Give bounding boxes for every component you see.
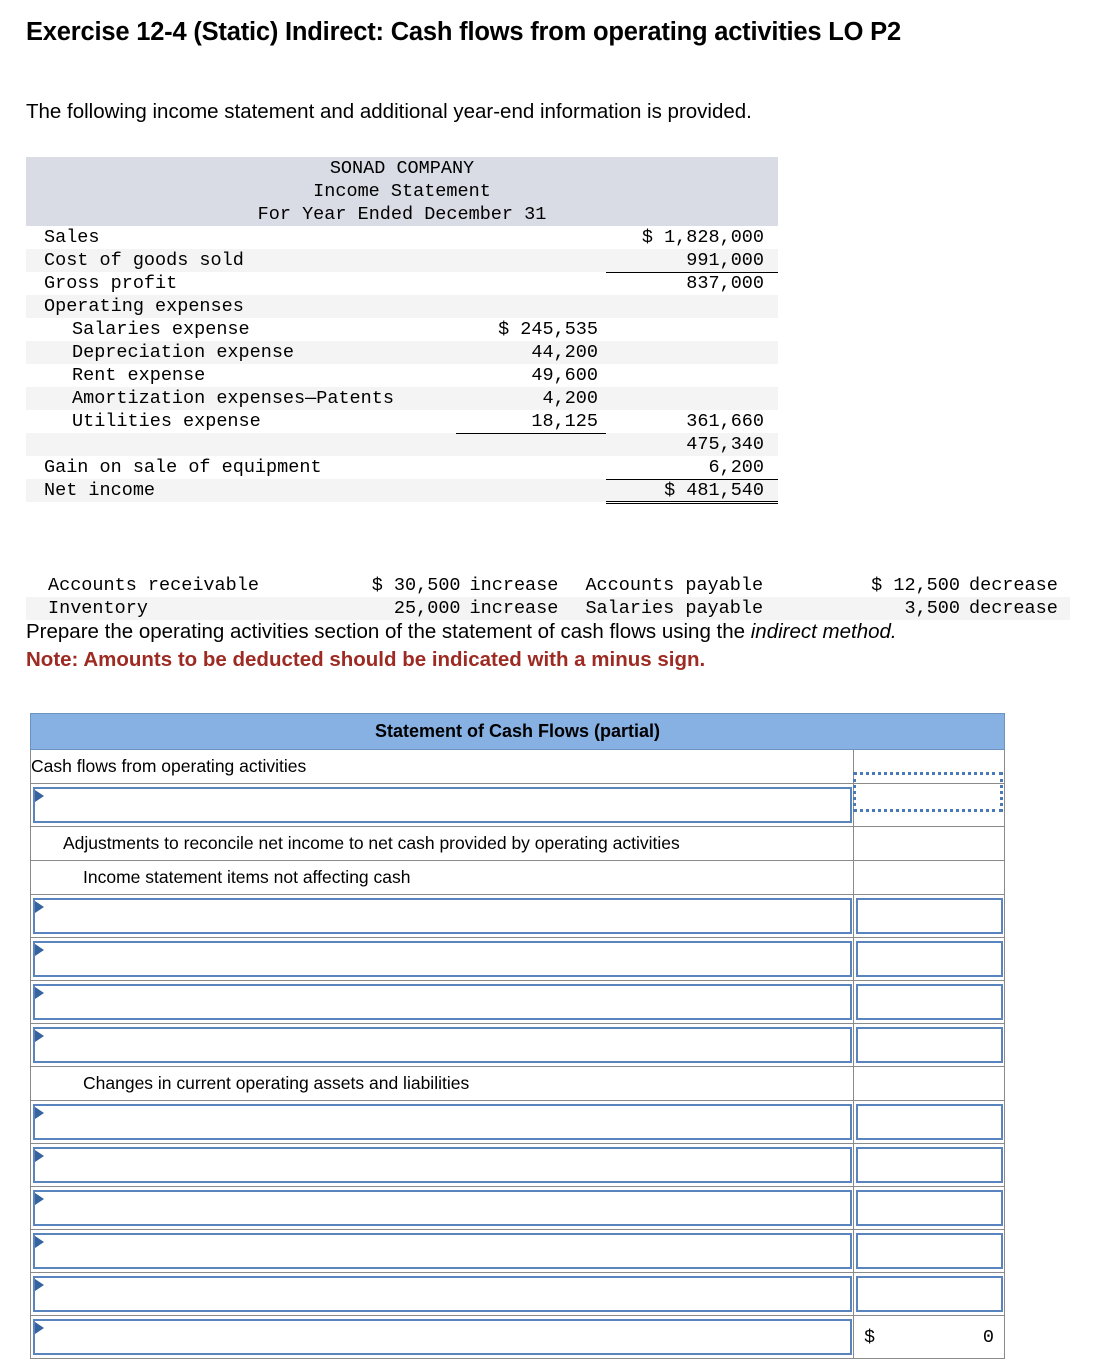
- table-row-change: [31, 1101, 1005, 1144]
- chevron-right-icon: [35, 1030, 44, 1042]
- changes-current-label: Changes in current operating assets and liabilities: [31, 1067, 854, 1101]
- row-subvalue: [456, 295, 606, 318]
- row-subvalue: 4,200: [456, 387, 606, 410]
- adjustment-label-input-0[interactable]: [33, 898, 852, 934]
- adjustment-label-input-2[interactable]: [33, 984, 852, 1020]
- table-row-total: [31, 1316, 1005, 1359]
- change-value-cell-0: [854, 1101, 1005, 1144]
- ye-left-label: Accounts receivable: [48, 575, 259, 596]
- adjustment-label-input-3[interactable]: [33, 1027, 852, 1063]
- row-subvalue: [456, 249, 606, 272]
- ye-left-label: Inventory: [26, 597, 326, 620]
- row-total: [606, 364, 778, 387]
- ye-right-word: decrease: [960, 597, 1070, 620]
- ye-left-value: 25,000: [326, 597, 461, 620]
- income-statement-header-period: [26, 203, 778, 226]
- table-row: [26, 433, 778, 456]
- row-label: Sales: [44, 227, 100, 248]
- ye-left-value: $ 30,500: [371, 575, 461, 596]
- ye-right-label: Accounts payable: [585, 575, 764, 596]
- table-row-adjustment: [31, 981, 1005, 1024]
- row-label: Operating expenses: [26, 295, 456, 318]
- net-income-value-cell[interactable]: [854, 784, 1005, 827]
- row-total: 837,000: [686, 273, 764, 295]
- table-row: [26, 272, 778, 295]
- change-label-input-0[interactable]: [33, 1104, 852, 1140]
- empty-value-cell: [854, 1067, 1005, 1101]
- change-label-cell-1: [31, 1144, 854, 1187]
- total-value: 0: [982, 1326, 995, 1348]
- table-row: [26, 318, 778, 341]
- adjustment-value-cell-2: [854, 981, 1005, 1024]
- table-row-adjustment: [31, 938, 1005, 981]
- chevron-right-icon: [35, 1279, 44, 1291]
- chevron-right-icon: [35, 1107, 44, 1119]
- row-total: 991,000: [606, 249, 778, 272]
- table-row: [31, 750, 1005, 784]
- income-statement-table: [26, 157, 778, 504]
- table-row: [31, 827, 1005, 861]
- row-total: 6,200: [606, 456, 778, 479]
- row-label: Gain on sale of equipment: [44, 457, 322, 478]
- table-row-adjustment: [31, 895, 1005, 938]
- company-name: SONAD COMPANY: [26, 157, 778, 180]
- row-label: Rent expense: [72, 365, 206, 386]
- row-total: 475,340: [606, 433, 778, 456]
- row-total: 361,660: [686, 411, 764, 432]
- total-label-input[interactable]: [33, 1319, 852, 1355]
- row-total: $ 1,828,000: [641, 227, 764, 248]
- change-label-input-4[interactable]: [33, 1276, 852, 1312]
- form-title: Statement of Cash Flows (partial): [31, 714, 1005, 750]
- ye-right-value: 3,500: [830, 597, 960, 620]
- table-row-change: [31, 1230, 1005, 1273]
- adjustment-label-input-1[interactable]: [33, 941, 852, 977]
- adjustment-label-cell-3: [31, 1024, 854, 1067]
- ye-right-word: decrease: [969, 575, 1058, 596]
- row-label: Gross profit: [44, 273, 178, 294]
- table-row-change: [31, 1187, 1005, 1230]
- row-total: [606, 387, 778, 410]
- empty-value-cell: [854, 861, 1005, 895]
- adjustment-value-cell-3: [854, 1024, 1005, 1067]
- adjustment-value-cell-1: [854, 938, 1005, 981]
- chevron-right-icon: [35, 1193, 44, 1205]
- row-total: [606, 295, 778, 318]
- row-label: Salaries expense: [72, 319, 250, 340]
- chevron-right-icon: [35, 901, 44, 913]
- chevron-right-icon: [35, 1322, 44, 1334]
- ye-right-label: Salaries payable: [585, 597, 830, 620]
- row-subvalue: [456, 433, 606, 456]
- page-title: Exercise 12-4 (Static) Indirect: Cash flows from operating activities LO P2: [26, 18, 901, 46]
- change-label-input-3[interactable]: [33, 1233, 852, 1269]
- adjustment-value-input-2[interactable]: [856, 984, 1003, 1020]
- deduction-note: Note: Amounts to be deducted should be indicated with a minus sign.: [26, 648, 706, 671]
- chevron-right-icon: [35, 1236, 44, 1248]
- adjustment-value-input-3[interactable]: [856, 1027, 1003, 1063]
- row-subvalue: $ 245,535: [498, 319, 598, 340]
- row-total: [606, 318, 778, 341]
- statement-of-cash-flows-form: [30, 713, 1005, 1359]
- change-label-input-1[interactable]: [33, 1147, 852, 1183]
- adjustment-value-input-0[interactable]: [856, 898, 1003, 934]
- adjustment-label-cell-2: [31, 981, 854, 1024]
- row-label: Depreciation expense: [26, 341, 456, 364]
- change-label-cell-3: [31, 1230, 854, 1273]
- row-label: Net income: [26, 479, 456, 502]
- change-value-cell-4: [854, 1273, 1005, 1316]
- noncash-items-label: Income statement items not affecting cash: [31, 861, 854, 895]
- change-label-cell-0: [31, 1101, 854, 1144]
- table-row: [26, 226, 778, 249]
- table-row: [26, 479, 778, 502]
- table-row: [26, 597, 1070, 620]
- income-statement-header-name: [26, 180, 778, 203]
- statement-name: Income Statement: [26, 180, 778, 203]
- table-row: [26, 387, 778, 410]
- net-income-label-cell: [31, 784, 854, 827]
- adjustment-label-cell-0: [31, 895, 854, 938]
- table-row: [26, 574, 1070, 597]
- ye-left-word: increase: [469, 575, 559, 596]
- ye-right-value: $ 12,500: [871, 575, 960, 596]
- total-value-cell: [854, 1316, 1005, 1359]
- table-row: [31, 861, 1005, 895]
- operating-activities-header: Cash flows from operating activities: [31, 750, 854, 784]
- total-label-cell: [31, 1316, 854, 1359]
- row-subvalue: 44,200: [456, 341, 606, 364]
- currency-symbol: $: [864, 1326, 876, 1348]
- intro-text: The following income statement and additional year-end information is provided.: [26, 100, 752, 123]
- form-header-row: [31, 714, 1005, 750]
- table-row-change: [31, 1273, 1005, 1316]
- row-label: [26, 433, 456, 456]
- table-row: [26, 295, 778, 318]
- table-row-adjustment: [31, 1024, 1005, 1067]
- change-value-cell-1: [854, 1144, 1005, 1187]
- change-value-cell-3: [854, 1230, 1005, 1273]
- table-row: [26, 364, 778, 387]
- change-label-input-2[interactable]: [33, 1190, 852, 1226]
- income-statement-header-company: [26, 157, 778, 180]
- row-subvalue: 49,600: [531, 365, 598, 386]
- table-row: [31, 1067, 1005, 1101]
- change-value-input-2[interactable]: [856, 1190, 1003, 1226]
- ye-left-word: increase: [461, 597, 586, 620]
- row-label: Utilities expense: [72, 411, 261, 432]
- change-value-input-0[interactable]: [856, 1104, 1003, 1140]
- table-row-net-income: [31, 784, 1005, 827]
- year-end-info-table: [26, 574, 1070, 620]
- row-subvalue: [456, 226, 606, 249]
- change-label-cell-2: [31, 1187, 854, 1230]
- table-row: [26, 249, 778, 272]
- table-row-change: [31, 1144, 1005, 1187]
- chevron-right-icon: [35, 790, 44, 802]
- row-total: [606, 341, 778, 364]
- adjustment-value-cell-0: [854, 895, 1005, 938]
- table-row: [26, 456, 778, 479]
- change-value-cell-2: [854, 1187, 1005, 1230]
- prepare-instruction: [26, 620, 897, 644]
- empty-value-cell: [854, 827, 1005, 861]
- net-income-label-input[interactable]: [33, 787, 852, 823]
- statement-period: For Year Ended December 31: [26, 203, 778, 226]
- change-label-cell-4: [31, 1273, 854, 1316]
- change-value-input-3[interactable]: [856, 1233, 1003, 1269]
- adjustment-value-input-1[interactable]: [856, 941, 1003, 977]
- adjustments-label: Adjustments to reconcile net income to net cash provided by operating activities: [31, 827, 854, 861]
- row-subvalue: 18,125: [456, 410, 606, 433]
- row-label: Cost of goods sold: [26, 249, 456, 272]
- table-row: [26, 341, 778, 364]
- table-row: [26, 410, 778, 433]
- chevron-right-icon: [35, 987, 44, 999]
- indirect-method-emphasis: indirect method.: [750, 620, 897, 643]
- row-total: $ 481,540: [606, 479, 778, 502]
- row-subvalue: [456, 479, 606, 502]
- prepare-text: Prepare the operating activities section of the statement of cash flows using the: [26, 620, 751, 643]
- change-value-input-1[interactable]: [856, 1147, 1003, 1183]
- empty-value-cell: [854, 750, 1005, 784]
- chevron-right-icon: [35, 944, 44, 956]
- row-subvalue: [456, 456, 606, 479]
- chevron-right-icon: [35, 1150, 44, 1162]
- row-label: Amortization expenses—Patents: [26, 387, 456, 410]
- row-subvalue: [456, 272, 606, 295]
- change-value-input-4[interactable]: [856, 1276, 1003, 1312]
- adjustment-label-cell-1: [31, 938, 854, 981]
